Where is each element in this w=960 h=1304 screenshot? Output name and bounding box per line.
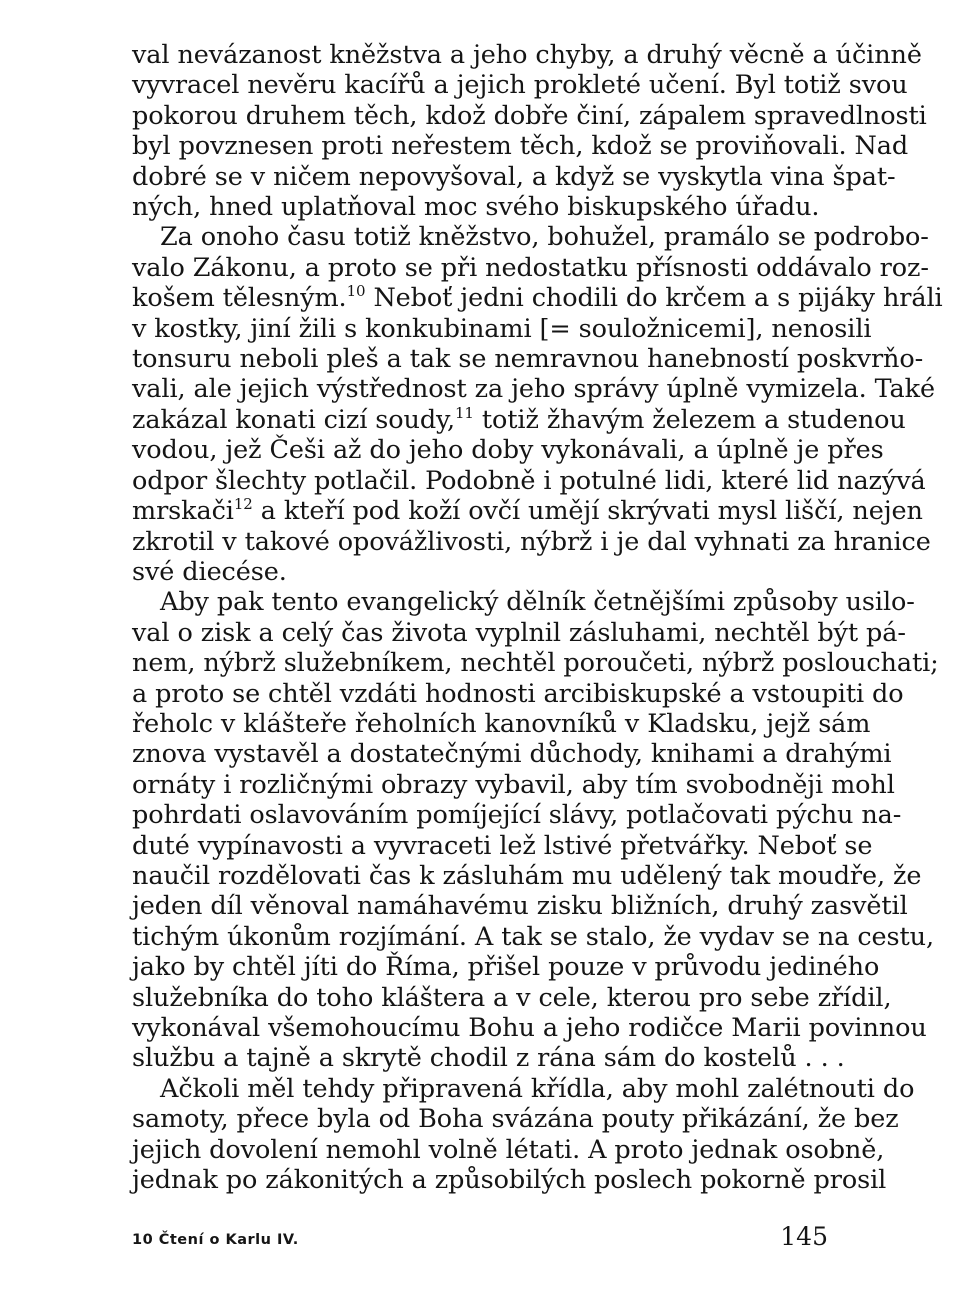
text-fragment: totiž žhavým železem a studenou: [473, 404, 906, 435]
text-line: Aby pak tento evangelický dělník četnějšími způsoby usilo-: [160, 587, 915, 618]
text-line: vyvracel nevěru kacířů a jejich prokleté učení. Byl totiž svou: [132, 70, 908, 101]
text-line: služebníka do toho kláštera a v cele, kterou pro sebe zřídil,: [132, 982, 892, 1013]
paragraph-2: [132, 222, 943, 587]
text-line: byl povznesen proti neřestem těch, kdož se proviňovali. Nad: [132, 131, 909, 162]
printer-signature: 10 Čtení o Karlu IV.: [132, 1232, 299, 1248]
text-line: jeden díl věnoval namáhavému zisku bližních, druhý zasvětil: [132, 891, 908, 922]
text-line: Za onoho času totiž kněžstvo, bohužel, pramálo se podrobo-: [160, 222, 929, 253]
text-line: samoty, přece byla od Boha svázána pouty přikázání, že bez: [132, 1104, 899, 1135]
text-line: ornáty i rozličnými obrazy vybavil, aby tím svobodněji mohl: [132, 769, 895, 800]
paragraph-1: [132, 40, 927, 223]
text-line: znova vystavěl a dostatečnými důchody, knihami a drahými: [132, 739, 892, 770]
text-fragment: a kteří pod koží ovčí umějí skrývati mysl liščí, nejen: [252, 496, 923, 527]
text-line: v kostky, jiní žili s konkubinami [= souložnicemi], nenosili: [132, 313, 872, 344]
footnote-marker: 10: [346, 282, 366, 301]
paragraph-3: [132, 587, 939, 1074]
text-line: duté vypínavosti a vyvraceti lež lstivé přetvářky. Neboť se: [132, 830, 873, 861]
text-line: naučil rozdělovati čas k zásluhám mu udělený tak moudře, že: [132, 860, 922, 891]
text-line: tonsuru neboli pleš a tak se nemravnou hanebností poskvrňo-: [132, 344, 924, 375]
text-line: své diecése.: [132, 556, 287, 587]
paragraph-4: [132, 1073, 915, 1196]
page-footer: [132, 1222, 828, 1256]
text-line: val nevázanost kněžstva a jeho chyby, a druhý věcně a účinně: [132, 40, 922, 70]
text-line: pokorou druhem těch, kdož dobře činí, zápalem spravedlnosti: [132, 100, 927, 131]
text-line: ných, hned uplatňoval moc svého biskupského úřadu.: [132, 192, 820, 223]
text-line: val o zisk a celý čas života vyplnil zásluhami, nechtěl být pá-: [132, 617, 906, 648]
text-fragment: Neboť jedni chodili do krčem a s pijáky hráli: [365, 283, 943, 314]
text-line-with-footnote: [132, 403, 906, 435]
text-fragment: zakázal konati cizí soudy,: [132, 404, 455, 435]
text-line: jednak po zákonitých a způsobilých poslech pokorně prosil: [132, 1165, 887, 1196]
text-line: valo Zákonu, a proto se při nedostatku přísnosti oddávalo roz-: [132, 252, 929, 283]
page-number: 145: [780, 1222, 828, 1251]
text-line: a proto se chtěl vzdáti hodnosti arcibiskupské a vstoupiti do: [132, 678, 904, 709]
text-line: tichým úkonům rozjímání. A tak se stalo, že vydav se na cestu,: [132, 921, 934, 952]
text-line: nem, nýbrž služebníkem, nechtěl poroučeti, nýbrž poslouchati;: [132, 648, 939, 679]
text-line: jejich dovolení nemohl volně létati. A proto jednak osobně,: [132, 1134, 885, 1165]
footnote-marker: 11: [454, 403, 474, 422]
text-fragment: mrskači: [132, 496, 234, 527]
text-line: Ačkoli měl tehdy připravená křídla, aby mohl zalétnouti do: [160, 1073, 915, 1104]
text-line: řeholc v klášteře řeholních kanovníků v Kladsku, jejž sám: [132, 708, 871, 739]
text-line: dobré se v ničem nepovyšoval, a když se vyskytla vina špat-: [132, 161, 896, 192]
text-line: odpor šlechty potlačil. Podobně i potulné lidi, které lid nazývá: [132, 465, 926, 496]
text-line: vodou, jež Češi až do jeho doby vykonávali, a úplně je přes: [132, 435, 884, 466]
text-line-with-footnote: [132, 282, 943, 314]
text-line: zkrotil v takové opovážlivosti, nýbrž i je dal vyhnati za hranice: [132, 526, 931, 557]
footnote-marker: 12: [233, 495, 253, 514]
text-fragment: košem tělesným.: [132, 283, 347, 314]
text-line: službu a tajně a skrytě chodil z rána sám do kostelů . . .: [132, 1043, 845, 1074]
text-line-with-footnote: [132, 495, 923, 527]
text-line: vykonával všemohoucímu Bohu a jeho rodičce Marii povinnou: [132, 1013, 927, 1043]
text-line: jako by chtěl jíti do Říma, přišel pouze v průvodu jediného: [132, 952, 880, 983]
text-line: pohrdati oslavováním pomíjející slávy, potlačovati pýchu na-: [132, 800, 902, 831]
page-body: [132, 40, 943, 1196]
text-line: vali, ale jejich výstřednost za jeho správy úplně vymizela. Také: [132, 374, 936, 405]
